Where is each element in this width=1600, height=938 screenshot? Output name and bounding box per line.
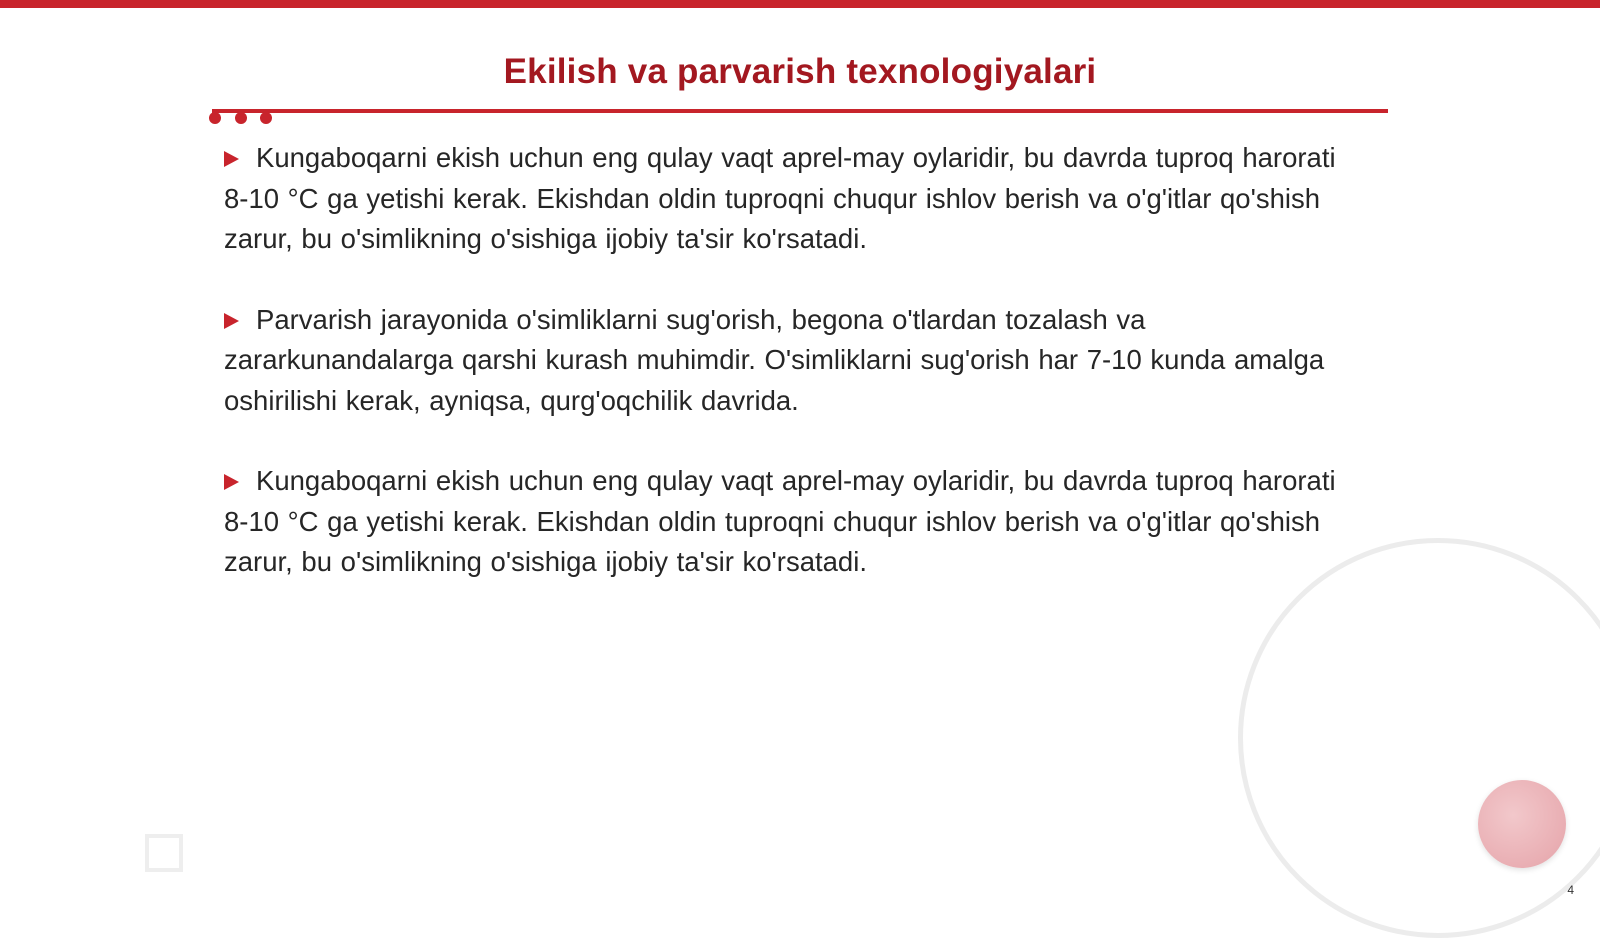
decorative-square xyxy=(145,834,183,872)
paragraph-text-2: Parvarish jarayonida o'simliklarni sug'orish, begona o'tlardan tozalash va zararkunandalarga qarshi kurash muhimdir. O'simliklarni sug'orish har 7-10 kunda amalga oshirilishi kerak, ayniqsa, qurg'oqchilik davrida. xyxy=(224,303,1325,416)
top-accent-bar xyxy=(0,0,1600,8)
title-underline xyxy=(212,109,1388,113)
decorative-pink-circle xyxy=(1478,780,1566,868)
bullet-paragraph-3 xyxy=(224,461,1344,583)
page-number: 4 xyxy=(1567,883,1574,897)
triangle-right-icon xyxy=(224,151,239,167)
paragraph-text-3: Kungaboqarni ekish uchun eng qulay vaqt aprel-may oylaridir, bu davrda tuproq harorati 8-10 °C ga yetishi kerak. Ekishdan oldin tuproqni chuqur ishlov berish va o'g'itlar qo'shish zarur, bu o'simlikning o'sishiga ijobiy ta'sir ko'rsatadi. xyxy=(224,465,1336,577)
paragraph-text-1: Kungaboqarni ekish uchun eng qulay vaqt aprel-may oylaridir, bu davrda tuproq harorati 8-10 °C ga yetishi kerak. Ekishdan oldin tuproqni chuqur ishlov berish va o'g'itlar qo'shish zarur, bu o'simlikning o'sishiga ijobiy ta'sir ko'rsatadi. xyxy=(224,142,1336,254)
decor-dot-3 xyxy=(260,112,272,124)
bullet-paragraph-2 xyxy=(224,300,1344,422)
slide-title: Ekilish va parvarish texnologiyalari xyxy=(503,52,1097,91)
triangle-right-icon xyxy=(224,313,239,329)
bullet-paragraph-1 xyxy=(224,138,1344,260)
triangle-right-icon xyxy=(224,474,239,490)
slide-content xyxy=(224,138,1344,623)
decor-dot-2 xyxy=(235,112,247,124)
decor-dot-1 xyxy=(209,112,221,124)
